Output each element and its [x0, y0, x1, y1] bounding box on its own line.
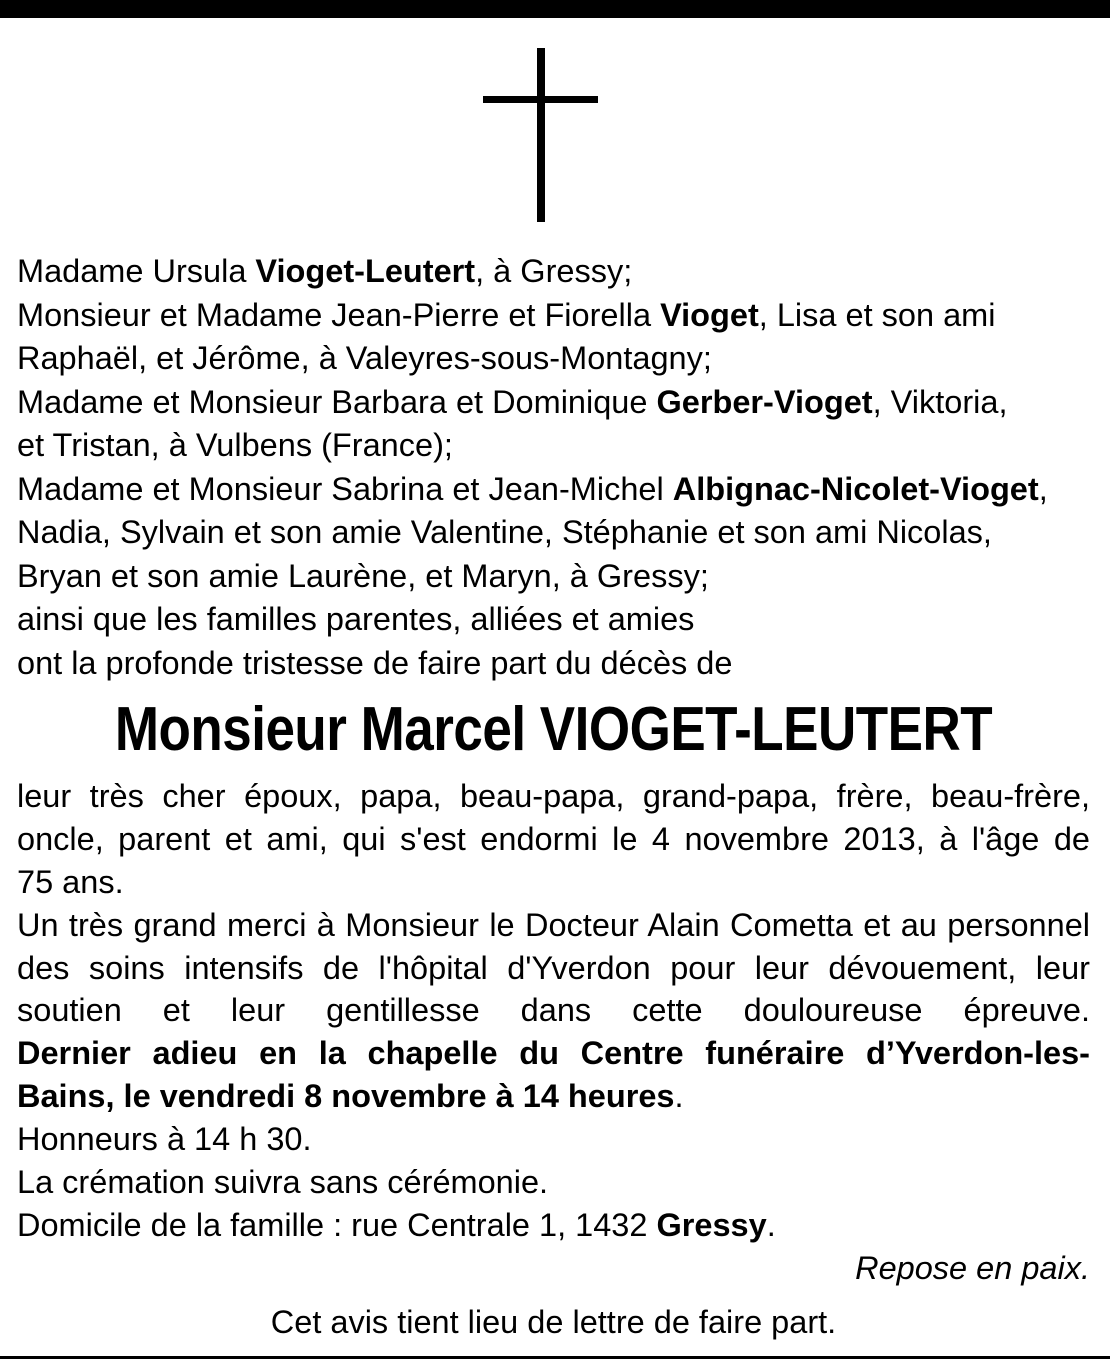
- family-surname: Vioget-Leutert: [255, 253, 476, 289]
- ceremony-period: .: [674, 1078, 684, 1115]
- deceased-name-heading: [17, 685, 1090, 775]
- bottom-border-rule: [0, 1356, 1110, 1359]
- family-line: et Tristan, à Vulbens (France);: [17, 427, 453, 463]
- top-border-bar: [0, 0, 1110, 18]
- obituary-text: [17, 250, 1090, 1344]
- family-line: ainsi que les familles parentes, alliées et amies: [17, 601, 695, 637]
- family-line: Raphaël, et Jérôme, à Valeyres-sous-Montagny;: [17, 340, 712, 376]
- tribute-line: oncle, parent et ami, qui s'est endormi le 4 novembre 2013, à l'âge de: [17, 820, 1090, 857]
- family-surname: Albignac-Nicolet-Vioget: [672, 470, 1039, 507]
- ceremony-details: Bains, le vendredi 8 novembre à 14 heures: [17, 1078, 675, 1115]
- obituary-body: [17, 775, 1090, 1290]
- family-line-text: Madame et Monsieur Sabrina et Jean-Michel: [17, 470, 673, 507]
- cross-vertical-bar: [537, 48, 545, 222]
- ceremony-line: Dernier adieu en la chapelle du Centre funéraire d’Yverdon-les-: [17, 1035, 1090, 1072]
- family-surname: Vioget: [660, 296, 759, 333]
- honours-line: Honneurs à 14 h 30.: [17, 1121, 312, 1158]
- family-line: Nadia, Sylvain et son amie Valentine, Stéphanie et son ami Nicolas,: [17, 514, 992, 550]
- domicile-place: Gressy: [656, 1206, 767, 1243]
- family-announcement: [17, 250, 1090, 685]
- family-line-text: ,: [1038, 470, 1048, 507]
- domicile-address: Domicile de la famille : rue Centrale 1, 1432: [17, 1206, 657, 1243]
- thanks-line: soutien et leur gentillesse dans cette douloureuse épreuve.: [17, 992, 1090, 1029]
- closing-phrase: Repose en paix.: [855, 1249, 1090, 1286]
- ceremony-line: [17, 1075, 1090, 1118]
- deceased-name: Monsieur Marcel VIOGET-LEUTERT: [114, 694, 993, 765]
- family-line: Bryan et son amie Laurène, et Maryn, à Gressy;: [17, 557, 709, 594]
- cremation-line: La crémation suivra sans cérémonie.: [17, 1164, 549, 1201]
- family-line: [17, 381, 1090, 425]
- family-line-text: , Lisa et son ami: [758, 296, 996, 333]
- family-line-text: , Viktoria,: [872, 383, 1008, 420]
- cross-horizontal-bar: [483, 96, 598, 103]
- domicile-period: .: [766, 1206, 776, 1243]
- family-line: [17, 468, 1090, 512]
- tribute-line: leur très cher époux, papa, beau-papa, grand-papa, frère, beau-frère,: [17, 778, 1090, 814]
- tribute-line: 75 ans.: [17, 863, 124, 900]
- family-line: [17, 294, 1090, 338]
- family-line-text: Madame Ursula: [17, 253, 256, 289]
- thanks-line: des soins intensifs de l'hôpital d'Yverdon pour leur dévouement, leur: [17, 949, 1090, 986]
- family-line-text: , à Gressy;: [475, 253, 633, 289]
- family-line-text: Monsieur et Madame Jean-Pierre et Fiorella: [17, 296, 661, 333]
- family-line: ont la profonde tristesse de faire part du décès de: [17, 644, 733, 681]
- thanks-line: Un très grand merci à Monsieur le Docteur Alain Cometta et au personnel: [17, 906, 1090, 943]
- latin-cross-icon: [483, 48, 598, 222]
- notice-statement: Cet avis tient lieu de lettre de faire part.: [270, 1303, 837, 1340]
- domicile-line: [17, 1204, 1090, 1247]
- family-line: [17, 250, 1090, 294]
- family-surname: Gerber-Vioget: [656, 383, 873, 420]
- family-line-text: Madame et Monsieur Barbara et Dominique: [17, 383, 657, 420]
